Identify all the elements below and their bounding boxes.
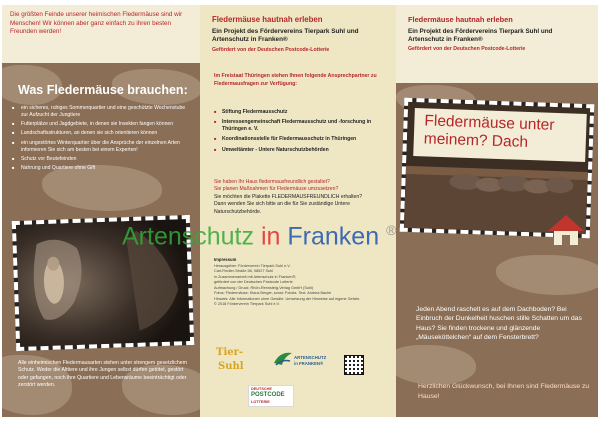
impressum-line: © 2018 Förderverein Tierpark Suhl e.V. [214,302,280,306]
list-item: ■ Landschaftsstrukturen, an denen sie sich orientieren können [12,130,192,137]
dach-title-box [413,108,587,162]
roof-question-text: Jeden Abend raschelt es auf dem Dachboden? Bei Einbruch der Dunkelheit huschen stille Schatten um das Haus? Sie finden trockene und glänzende „Mäuseköttelchen“ auf dem Fensterbrett? [416,306,582,342]
right-heading: Fledermäuse hautnah erleben [408,15,513,24]
impressum-title: Impressum [214,257,237,262]
list-item: ■ Futterplätze und Jagdgebiete, in denen sie Insekten fangen können [12,121,192,128]
right-sponsor-line: Gefördert von der Deutschen Postcode-Lotterie [408,46,526,53]
question: Sie haben Ihr Haus fledermausfreundlich gestaltet? [214,179,330,185]
lead-box [2,5,200,63]
question: Sie planen Maßnahmen für Fledermäuse umzusetzen? [214,186,339,193]
impressum-line: Aufmachung / Druck: Rhön-Rennsteig-Verlag GmbH (Suhl) [214,285,314,290]
list-item: ■ ein ungestörtes Winterquartier über die Ansprüche der einzelnen Arten informieren Sie sich am besten bei einem Experten! [12,140,192,154]
middle-sponsor-line: Gefördert von der Deutschen Postcode-Lotterie [212,46,330,53]
congratulations-text: Herzlichen Glückwunsch, bei Ihnen sind Fledermäuse zu Hause! [418,383,590,400]
qr-code-icon[interactable] [344,355,364,375]
right-panel [396,5,598,417]
logo-text: ARTENSCHUTZ [294,355,327,360]
protection-text: Alle einheimischen Fledermausarten stehen unter strengem gesetzlichem Schutz. Weder die Alttiere und ihre Jungen selbst dürfen getötet, gestört oder gefangen, noch ihre Quartiere und Lebensräume beeinträchtigt oder zerstört werden. [18,360,187,388]
bird-icon [272,349,294,369]
lead-text: Die größten Feinde unserer heimischen Fledermäuse sind wir Menschen! Wir können aber ganz einfach zu ihren besten Freunden werden! [10,11,183,35]
logo-text: in FRANKEN® [294,360,324,366]
dach-title: Fledermäuse unter meinem? Dach [423,112,555,151]
impressum-line: in Zusammenarbeit mit Artenschutz in Franken®, [214,274,297,279]
impressum-line: Carl-Fiedler-Straße 58, 98527 Suhl [214,269,274,273]
impressum-line: Hinweis: Alle Informationen ohne Gewähr. Umsetzung der Hinweise auf eigene Gefahr. [214,296,361,301]
contacts-intro: Im Freistaat Thüringen stehen Ihnen folgende Ansprechpartner zu Fledermausfragen zur Verfügung: [214,73,377,87]
needs-list [12,105,192,174]
list-item: ■ Interessengemeinschaft Fledermausschutz und -forschung in Thüringen e. V. [214,119,384,133]
house-icon [546,213,586,247]
contacts-list [214,109,384,157]
list-item: ■ Koordinationsstelle für Fledermausschutz in Thüringen [214,136,384,143]
question: Sie möchten die Plakette FLEDERMAUSFREUNDLICH erhalten? [214,193,363,200]
watermark-text: Franken [287,222,380,251]
watermark-text: in [260,222,281,251]
middle-project-line: Ein Projekt des Fördervereins Tierpark Suhl und Artenschutz in Franken® [212,28,359,44]
logo-text: Suhl [218,361,244,372]
impressum-line: Herausgeber: Förderverein Tierpark Suhl e.V. [214,263,291,268]
artenschutz-logo [272,347,342,377]
logo-row [212,347,388,404]
right-header [396,5,598,83]
middle-panel [200,5,396,417]
right-project-line: Ein Projekt des Fördervereins Tierpark Suhl und Artenschutz in Franken® [408,28,553,44]
watermark-text: ® [386,222,397,238]
stone-texture [396,345,476,385]
list-item: ■ Schutz vor Beutefeinden [12,156,192,163]
watermark-text: Artenschutz [122,222,255,251]
logo-text: LOTTERIE [251,400,270,404]
impressum-line: Fotos: Fledermäuse: Klaus Berger, sonst: Fotolia. Text: Andrea Bache [214,291,332,295]
list-item: ■ Stiftung Fledermausschutz [214,109,384,116]
stone-texture [496,255,598,295]
logo-text: Tier- [216,347,244,358]
section-title: Was Fledermäuse brauchen: [18,83,188,97]
left-panel [2,5,200,417]
logo-text: DEUTSCHE [251,387,272,391]
impressum [214,257,390,308]
questions-block [214,179,376,216]
postcode-lotterie-logo [248,385,294,407]
list-item: ■ ein sicheres, ruhiges Sommerquartier und eine geschützte Wochenstube zur Aufzucht der Jungtiere [12,105,192,119]
list-item: ■ Umweltämter - Untere Naturschutzbehörden [214,147,384,154]
tierpark-suhl-logo [216,347,260,385]
impressum-line: gefördert von der Deutschen Postcode Lotterie [214,280,293,284]
middle-heading: Fledermäuse hautnah erleben [212,15,323,24]
middle-header [200,5,396,63]
artenschutz-watermark [122,222,396,251]
question: Dann wenden Sie sich bitte an die für Sie zuständige Untere Naturschutzbehörde. [214,201,350,215]
logo-text: POSTCODE [251,392,285,398]
list-item: ■ Nahrung und Quartiere ohne Gift [12,165,192,172]
artenschutz-logo-text [294,355,326,366]
